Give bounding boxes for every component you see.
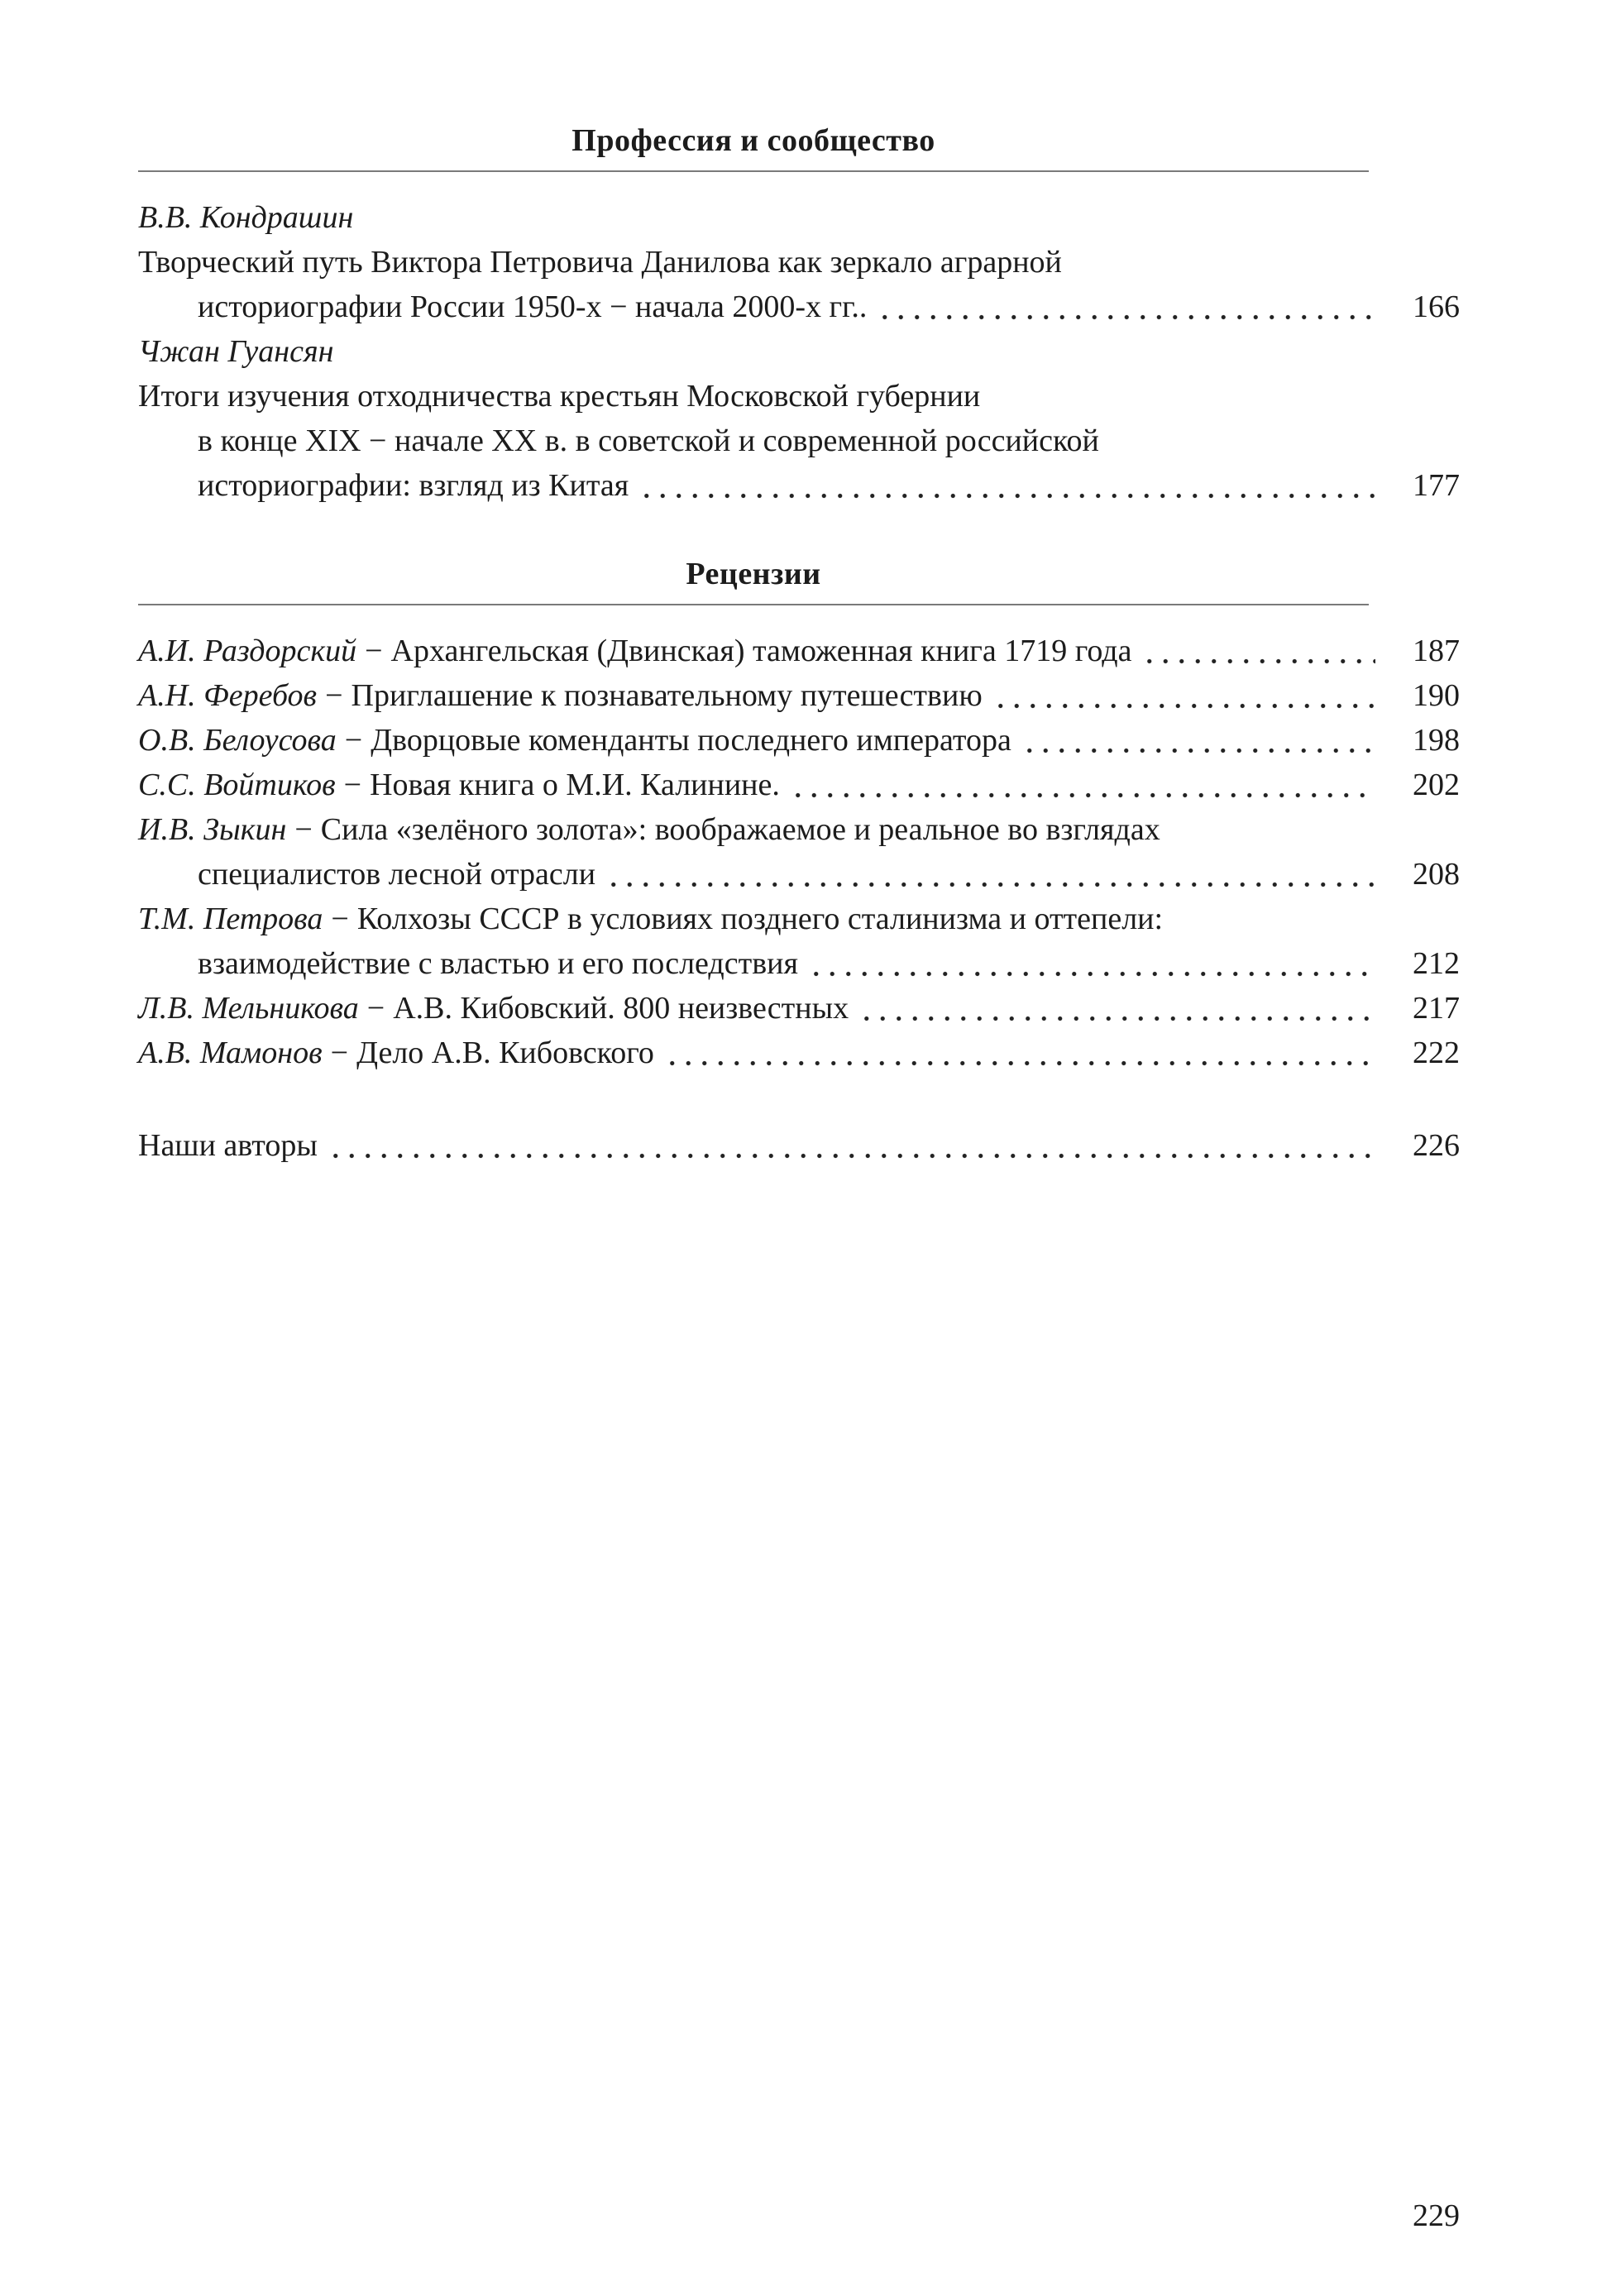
entry-text: в конце XIX − начале XX в. в советской и современной российской [198, 423, 1099, 458]
page-number: 198 [1413, 723, 1460, 758]
toc-line [138, 463, 1460, 508]
toc-line-text [138, 1123, 318, 1168]
toc-line [138, 629, 1460, 673]
footer-page-number: 229 [1413, 2198, 1460, 2233]
page-number: 202 [1413, 768, 1460, 802]
toc-line [138, 986, 1460, 1031]
toc-entry [138, 1031, 1460, 1075]
entry-text: Наши авторы [138, 1128, 318, 1163]
author-name: Л.В. Мельникова [138, 991, 359, 1026]
page-number: 217 [1413, 991, 1460, 1026]
author-title-separator: − [294, 812, 313, 847]
author-name: О.В. Белоусова [138, 723, 337, 758]
toc-line-text [138, 897, 1163, 941]
section-title: Профессия и сообщество [571, 123, 935, 158]
toc-entry [138, 673, 1460, 718]
dot-leader [1021, 718, 1375, 763]
toc-line [138, 807, 1460, 852]
toc-entry [138, 897, 1460, 986]
author-title-separator: − [331, 902, 349, 936]
toc-line-text [138, 852, 595, 897]
toc-line-text [138, 986, 849, 1031]
author-name: И.В. Зыкин [138, 812, 287, 847]
toc-entry [138, 195, 1460, 329]
entry-text: Архангельская (Двинская) таможенная книга 1719 года [390, 634, 1132, 668]
entry-text: Сила «зелёного золота»: воображаемое и реальное во взглядах [320, 812, 1160, 847]
dot-leader [638, 463, 1375, 508]
author-title-separator: − [365, 634, 383, 668]
toc-line [138, 897, 1460, 941]
toc-line [138, 419, 1460, 463]
section-header [138, 556, 1369, 605]
toc-line-text [138, 240, 1062, 285]
entry-text: историографии России 1950-х − начала 2000-х гг.. [198, 289, 868, 324]
dot-leader [790, 763, 1375, 807]
toc-line-text [138, 329, 333, 374]
toc-line [138, 852, 1460, 897]
toc-line-text [138, 718, 1011, 763]
author-name: С.С. Войтиков [138, 768, 336, 802]
page-number: 226 [1413, 1128, 1460, 1163]
author-title-separator: − [344, 723, 363, 758]
author-name: В.В. Кондрашин [138, 200, 354, 235]
dot-leader [808, 941, 1375, 986]
toc [138, 122, 1460, 1168]
author-name: А.Н. Феребов [138, 678, 318, 713]
page-number: 212 [1413, 946, 1460, 981]
entry-text: Приглашение к познавательному путешествию [351, 678, 983, 713]
entry-text: Творческий путь Виктора Петровича Данилова как зеркало аграрной [138, 245, 1062, 280]
toc-line-text [138, 374, 980, 419]
entry-text: взаимодействие с властью и его последствия [198, 946, 798, 981]
dot-leader [664, 1031, 1375, 1075]
author-title-separator: − [325, 678, 343, 713]
toc-section [138, 556, 1460, 1075]
toc-line [138, 240, 1460, 285]
toc-entry [138, 763, 1460, 807]
toc-entry [138, 718, 1460, 763]
toc-line-text [138, 941, 798, 986]
toc-line [138, 673, 1460, 718]
author-title-separator: − [343, 768, 362, 802]
author-name: А.В. Мамонов [138, 1036, 323, 1070]
toc-entry [138, 807, 1460, 897]
section-entries [138, 195, 1460, 508]
page-number: 166 [1413, 289, 1460, 324]
dot-leader [1141, 629, 1375, 673]
toc-line [138, 329, 1460, 374]
author-title-separator: − [366, 991, 385, 1026]
dot-leader [328, 1123, 1375, 1168]
author-name: Т.М. Петрова [138, 902, 323, 936]
entry-text: Дело А.В. Кибовского [356, 1036, 654, 1070]
toc-entry [138, 329, 1460, 508]
entry-text: историографии: взгляд из Китая [198, 468, 629, 503]
toc-section [138, 122, 1460, 508]
entry-text: Итоги изучения отходничества крестьян Московской губернии [138, 379, 981, 414]
toc-line [138, 718, 1460, 763]
toc-line-text [138, 285, 867, 329]
toc-line [138, 1123, 1460, 1168]
toc-line-text [138, 763, 780, 807]
section-title: Рецензии [686, 557, 821, 591]
dot-leader [605, 852, 1375, 897]
toc-line-text [138, 807, 1160, 852]
toc-entry [138, 986, 1460, 1031]
page-number: 222 [1413, 1036, 1460, 1070]
author-name: А.И. Раздорский [138, 634, 357, 668]
entry-text: А.В. Кибовский. 800 неизвестных [393, 991, 849, 1026]
author-title-separator: − [330, 1036, 349, 1070]
toc-line-text [138, 1031, 654, 1075]
toc-line [138, 941, 1460, 986]
entry-text: Новая книга о М.И. Калинине. [370, 768, 780, 802]
page-number: 177 [1413, 468, 1460, 503]
toc-entry [138, 1123, 1460, 1168]
toc-line [138, 285, 1460, 329]
toc-line-text [138, 673, 983, 718]
entry-text: специалистов лесной отрасли [198, 857, 596, 892]
toc-entry [138, 629, 1460, 673]
toc-line [138, 195, 1460, 240]
page-number: 208 [1413, 857, 1460, 892]
entry-text: Колхозы СССР в условиях позднего сталинизма и оттепели: [356, 902, 1164, 936]
page-number: 187 [1413, 634, 1460, 668]
toc-line [138, 763, 1460, 807]
toc-line [138, 374, 1460, 419]
dot-leader [992, 673, 1375, 718]
toc-line-text [138, 419, 1099, 463]
toc-line-text [138, 629, 1131, 673]
section-entries [138, 629, 1460, 1075]
section-header [138, 122, 1369, 172]
dot-leader [877, 285, 1375, 329]
entry-text: Дворцовые коменданты последнего императора [371, 723, 1011, 758]
toc-line-text [138, 463, 629, 508]
toc-line-text [138, 195, 353, 240]
toc-line [138, 1031, 1460, 1075]
page-number: 190 [1413, 678, 1460, 713]
author-name: Чжан Гуансян [138, 334, 334, 369]
dot-leader [858, 986, 1375, 1031]
